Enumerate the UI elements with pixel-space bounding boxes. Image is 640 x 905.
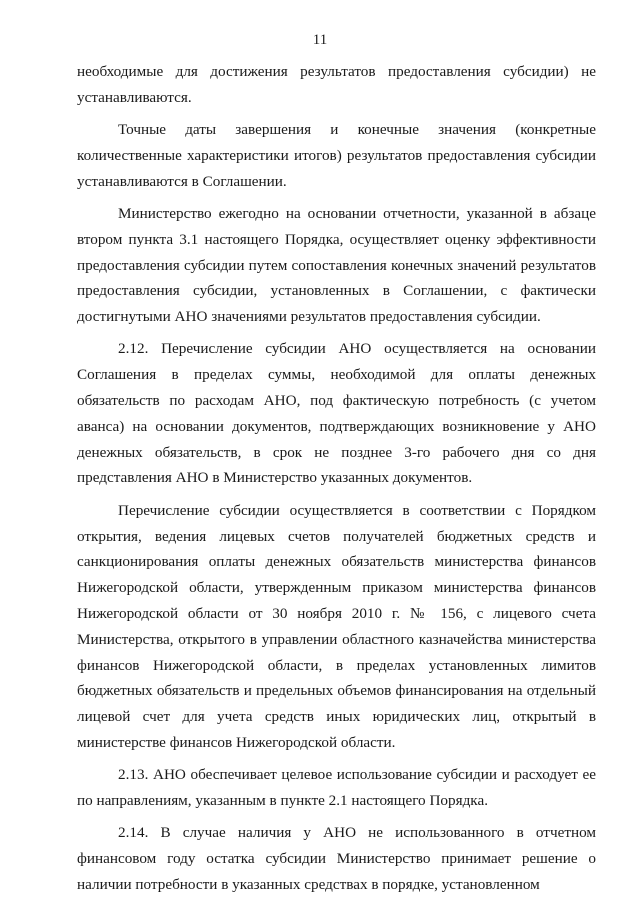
- document-body: [77, 59, 596, 898]
- paragraph-2-13: 2.13. АНО обеспечивает целевое использование субсидии и расходует ее по направлениям, указанным в пункте 2.1 настоящего Порядка.: [77, 766, 596, 810]
- page-number: 11: [312, 32, 328, 48]
- paragraph-2-12: 2.12. Перечисление субсидии АНО осуществляется на основании Соглашения в пределах суммы, необходимой для оплаты денежных обязательств по расходам АНО, под фактическую потребность (с учетом аванса) на основании документов, подтверждающих возникновение у АНО денежных обязательств, в срок не позднее 3-го рабочего дня со дня представления АНО в Министерство указанных документов.: [77, 340, 596, 487]
- paragraph-transfer-procedure: Перечисление субсидии осуществляется в соответствии с Порядком открытия, ведения лицевых счетов получателей бюджетных средств и санкционирования оплаты денежных обязательств министерства финансов Нижегородской области, утвержденным приказом министерства финансов Нижегородской области от 30 ноября 2010 г. № 156, с лицевого счета Министерства, открытого в управлении областного казначейства министерства финансов Нижегородской области, в пределах установленных лимитов бюджетных обязательств и предельных объемов финансирования на отдельный лицевой счет для учета средств иных юридических лиц, открытый в министерстве финансов Нижегородской области.: [77, 501, 596, 751]
- paragraph-efficiency-assessment: Министерство ежегодно на основании отчетности, указанной в абзаце втором пункта 3.1 настоящего Порядка, осуществляет оценку эффективности предоставления субсидии путем сопоставления конечных значений результатов предоставления субсидии, установленных в Соглашении, с фактически достигнутыми АНО значениями результатов предоставления субсидии.: [77, 204, 596, 326]
- paragraph-2-14: 2.14. В случае наличия у АНО не использованного в отчетном финансовом году остатка субсидии Министерство принимает решение о наличии потребности в указанных средствах в порядке, установленном: [77, 824, 596, 893]
- paragraph-result-dates: Точные даты завершения и конечные значения (конкретные количественные характеристики итогов) результатов предоставления субсидии устанавливаются в Соглашении.: [77, 121, 596, 190]
- paragraph-continuation: необходимые для достижения результатов предоставления субсидии) не устанавливаются.: [77, 63, 596, 106]
